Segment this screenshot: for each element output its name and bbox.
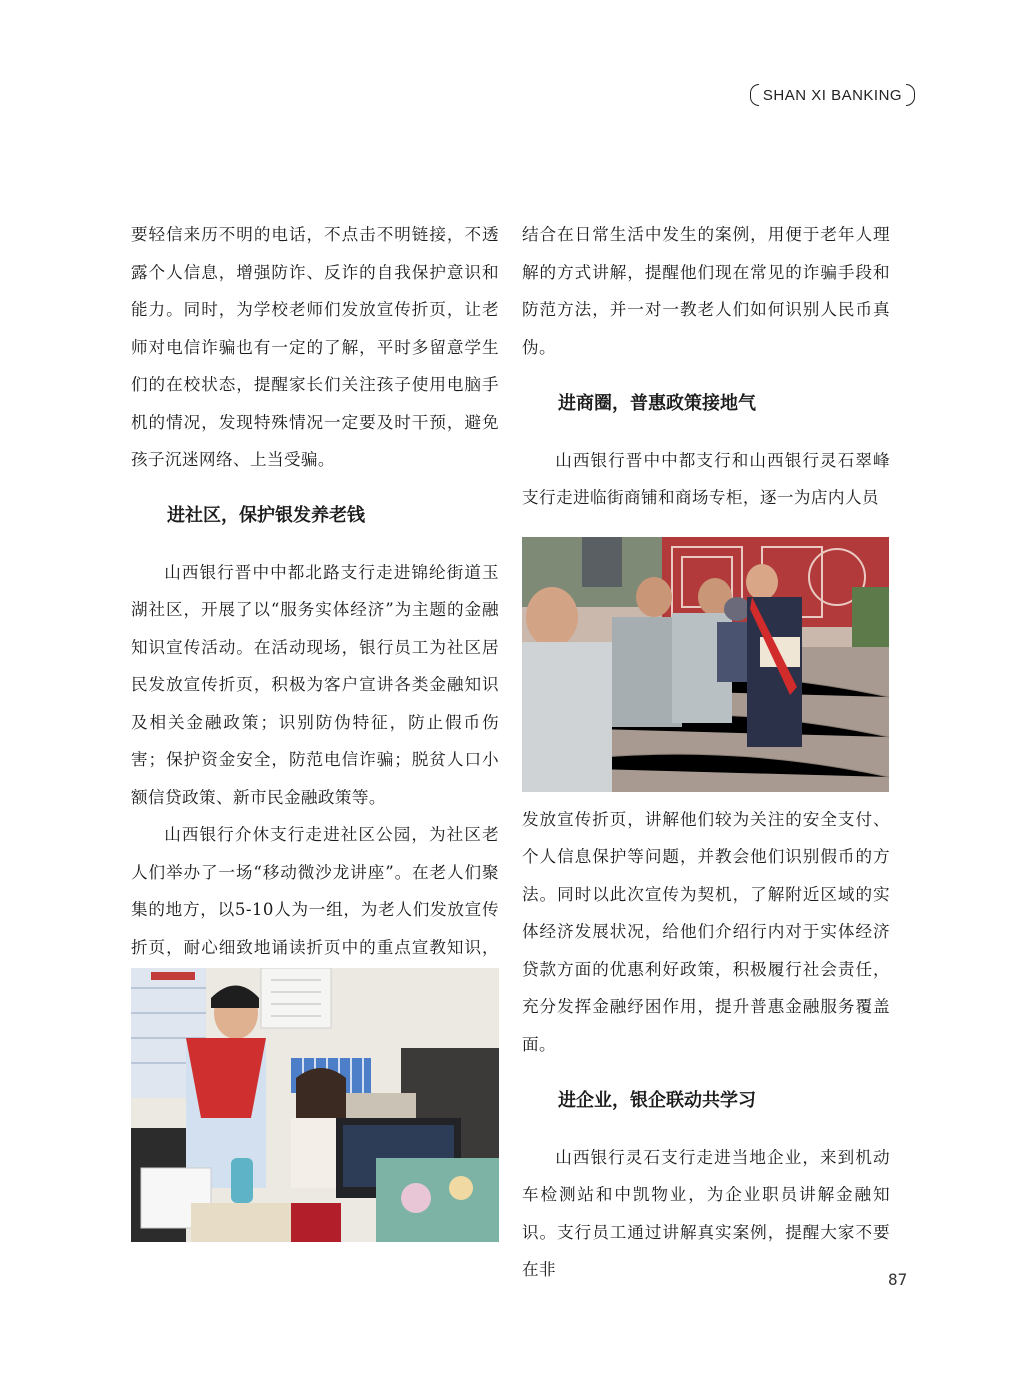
section-heading-commerce: 进商圈，普惠政策接地气 — [558, 393, 756, 414]
right-paragraph-2: 山西银行晋中中都支行和山西银行灵石翠峰支行走进临街商铺和商场专柜，逐一为店内人员 — [522, 450, 890, 507]
right-paragraph-1: 结合在日常生活中发生的案例，用便于老年人理解的方式讲解，提醒他们现在常见的诈骗手段和防范方法，并一对一教老人们如何识别人民币真伪。 — [522, 225, 890, 357]
plaza-photo-drawing — [522, 537, 889, 792]
page-number: 87 — [888, 1270, 908, 1289]
office-photo-drawing — [131, 968, 499, 1242]
left-column — [131, 216, 499, 1004]
magazine-tag-text: SHAN XI BANKING — [762, 86, 903, 104]
right-paragraph-4: 山西银行灵石支行走进当地企业，来到机动车检测站和中凯物业，为企业职员讲解金融知识。支行员工通过讲解真实案例，提醒大家不要在非 — [522, 1147, 890, 1279]
left-paragraph-1: 要轻信来历不明的电话，不点击不明链接，不透露个人信息，增强防诈、反诈的自我保护意识和能力。同时，为学校老师们发放宣传折页，让老师对电信诈骗也有一定的了解，平时多留意学生们的在校状态，提醒家长们关注孩子使用电脑手机的情况，发现特殊情况一定要及时干预，避免孩子沉迷网络、上当受骗。 — [131, 225, 499, 469]
magazine-header-tag — [750, 84, 915, 106]
plaza-activity-photo — [522, 537, 889, 792]
left-paragraph-2: 山西银行晋中中都北路支行走进锦纶街道玉湖社区，开展了以“服务实体经济”为主题的金融知识宣传活动。在活动现场，银行员工为社区居民发放宣传折页，积极为客户宣讲各类金融知识及相关金融政策；识别防伪特征，防止假币伤害；保护资金安全，防范电信诈骗；脱贫人口小额信贷政策、新市民金融政策等。 — [131, 562, 499, 807]
right-paragraph-3: 发放宣传折页，讲解他们较为关注的安全支付、个人信息保护等问题，并教会他们识别假币的方法。同时以此次宣传为契机，了解附近区域的实体经济发展状况，给他们介绍行内对于实体经济贷款方面的优惠利好政策，积极履行社会责任，充分发挥金融纾困作用，提升普惠金融服务覆盖面。 — [522, 809, 890, 1054]
office-activity-photo — [131, 968, 499, 1242]
left-paragraph-3: 山西银行介休支行走进社区公园，为社区老人们举办了一场“移动微沙龙讲座”。在老人们聚集的地方，以5-10人为一组，为老人们发放宣传折页，耐心细致地诵读折页中的重点宣教知识， — [131, 825, 499, 957]
section-heading-community: 进社区，保护银发养老钱 — [167, 505, 365, 526]
section-heading-enterprise: 进企业，银企联动共学习 — [558, 1090, 756, 1111]
